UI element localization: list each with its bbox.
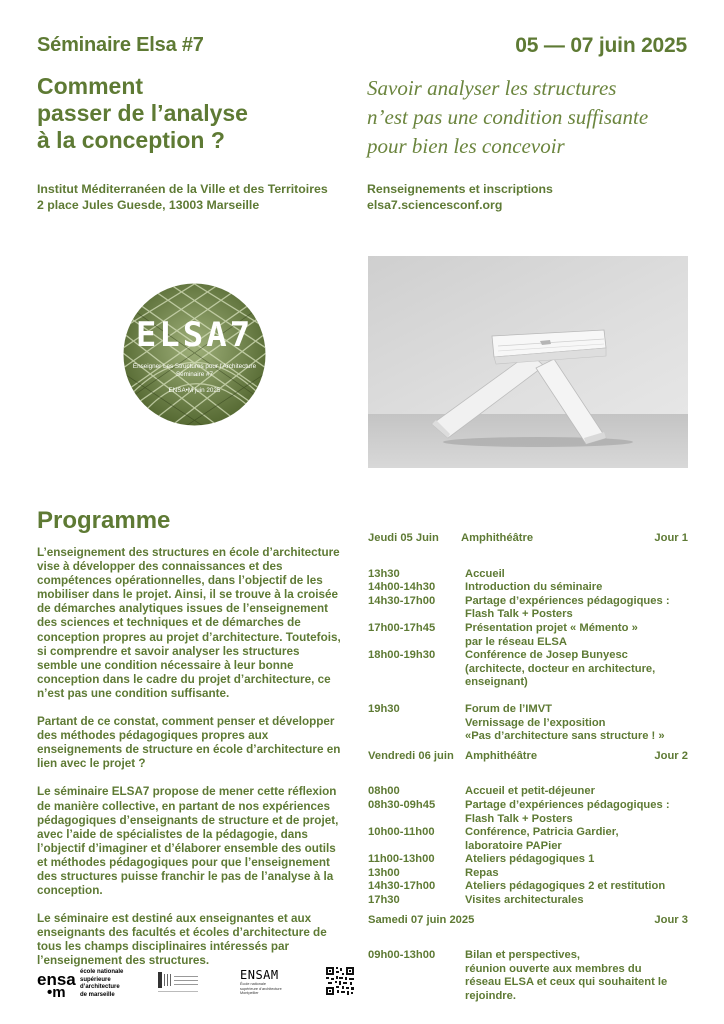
day-label: Jour 1 xyxy=(654,532,688,544)
ensam-logo-line: de marseille xyxy=(80,991,115,998)
intro-paragraph: L’enseignement des structures en école d’architecture vise à développer des connaissances et des compétences opérationnelles, dans l’objectif de les mobiliser dans le projet. Ainsi, il se trouve à la croisée de démarches analytiques issues de l’enseignement des sciences et techniques et de démarches de conception propres au projet d’architecture. Toutefois, si comprendre et savoir analyser les structures semble une condition nécessaire à leur bonne conception dans le cadre du projet d’architecture, ce n’est pas une condition suffisante. xyxy=(37,546,341,700)
ensam-logo-line: école nationale xyxy=(80,969,124,975)
schedule-time: 14h00-14h30 xyxy=(368,581,436,594)
badge-title: ELSA7 xyxy=(135,315,254,355)
schedule-time: 17h00-17h45 xyxy=(368,621,436,634)
day-block xyxy=(368,914,688,1004)
qr-code[interactable] xyxy=(326,967,354,995)
schedule-row xyxy=(368,568,688,582)
schedule-description: Accueil xyxy=(465,567,505,580)
main-title-line: passer de l’analyse xyxy=(37,100,248,126)
tagline-line: pour bien les concevoir xyxy=(367,134,565,158)
structure-photo xyxy=(368,256,688,468)
schedule-row xyxy=(368,785,688,799)
schedule-row xyxy=(368,595,688,622)
day-block xyxy=(368,532,688,744)
schedule-description: Conférence, Patricia Gardier, laboratoire PAPier xyxy=(465,826,619,852)
schedule-description: Forum de l’IMVT Vernissage de l’exposition «Pas d’architecture sans structure ! » xyxy=(465,702,665,743)
intro-paragraph: Le séminaire ELSA7 propose de mener cette réflexion de manière collective, en partant de nos expériences pédagogiques d’enseignants de structure et de projet, avec l’aide de spécialistes de la pédagogie, dans l’objectif d’imaginer et d’élaborer ensemble des outils et méthodes pédagogiques pour que l’enseignement des structures puisse franchir le pas de l’analyse à la conception. xyxy=(37,785,339,898)
ensam-montpellier-line: supérieure d’architecture xyxy=(240,986,282,991)
schedule-time: 10h00-11h00 xyxy=(368,826,435,839)
schedule-time: 08h00 xyxy=(368,785,400,798)
ensam-montpellier-line: École nationale xyxy=(240,982,266,986)
ensam-montpellier-logo xyxy=(240,968,300,998)
schedule-time: 11h00-13h00 xyxy=(368,853,435,866)
schedule-description: Ateliers pédagogiques 2 et restitution xyxy=(465,880,666,893)
schedule-time xyxy=(368,690,465,703)
venue-address xyxy=(37,181,328,213)
day-date-place xyxy=(368,914,474,928)
schedule-description: Repas xyxy=(465,866,499,879)
schedule-row xyxy=(368,949,688,1003)
schedule-row xyxy=(368,894,688,908)
day-date-place xyxy=(368,532,533,546)
schedule-time: 18h00-19h30 xyxy=(368,649,436,662)
badge-footer: ENSA•M juin 2025 xyxy=(168,387,221,394)
registration-link[interactable]: elsa7.sciencesconf.org xyxy=(367,198,503,212)
day-date: Vendredi 06 juin xyxy=(368,749,454,762)
schedule-description: Visites architecturales xyxy=(465,894,584,907)
venue-name: Institut Méditerranéen de la Ville et des Territoires xyxy=(37,182,328,196)
schedule-description: Présentation projet « Mémento » par le réseau ELSA xyxy=(465,621,638,648)
schedule-row xyxy=(368,649,688,690)
day-date-place xyxy=(368,750,537,764)
tagline-line: n’est pas une condition suffisante xyxy=(367,105,649,129)
schedule-description: Introduction du séminaire xyxy=(465,581,603,594)
ensam-montpellier-sub xyxy=(240,982,300,996)
schedule-row xyxy=(368,880,688,894)
main-title-line: à la conception ? xyxy=(37,127,225,153)
intro-paragraph: Le séminaire est destiné aux enseignantes et aux enseignants des facultés et écoles d’architecture de tous les champs disciplinaires intéressés par l’enseignement des structures. xyxy=(37,912,327,968)
ensam-logo-fulltext xyxy=(80,969,123,999)
day-label: Jour 2 xyxy=(654,749,688,762)
day-date: Jeudi 05 Juin xyxy=(368,532,439,544)
day-venue: Amphithéâtre xyxy=(465,749,538,762)
schedule-description: Conférence de Josep Bunyesc (architecte, docteur en architecture, enseignant) xyxy=(465,649,656,689)
day-header xyxy=(368,750,688,764)
schedule-description: Partage d’expériences pédagogiques : Flash Talk + Posters xyxy=(465,594,670,621)
schedule-row xyxy=(368,690,688,703)
ensam-logo-mark: ensa xyxy=(37,970,76,989)
registration-info xyxy=(367,181,553,213)
day-date: Samedi 07 juin 2025 xyxy=(368,913,475,926)
day-venue: Amphithéâtre xyxy=(461,532,534,544)
main-title xyxy=(37,73,248,154)
ministry-logo xyxy=(158,972,200,994)
venue-street: 2 place Jules Guesde, 13003 Marseille xyxy=(37,198,260,212)
schedule-row xyxy=(368,826,688,853)
programme-heading: Programme xyxy=(37,507,171,534)
schedule-time: 13h00 xyxy=(368,866,400,879)
schedule-row xyxy=(368,853,688,867)
main-title-line: Comment xyxy=(37,73,144,99)
schedule-time: 08h30-09h45 xyxy=(368,798,436,811)
registration-label: Renseignements et inscriptions xyxy=(367,182,553,196)
badge-subtitle-line: Séminaire #7 xyxy=(175,371,214,378)
tagline-line: Savoir analyser les structures xyxy=(367,76,617,100)
ensam-logo-line: supérieure xyxy=(80,976,111,983)
schedule-row xyxy=(368,703,688,744)
schedule-time: 17h30 xyxy=(368,894,400,907)
intro-text xyxy=(37,546,342,983)
schedule-row xyxy=(368,867,688,881)
schedule-row xyxy=(368,622,688,649)
schedule-time: 14h30-17h00 xyxy=(368,880,436,893)
schedule-time: 09h00-13h00 xyxy=(368,949,436,962)
ensam-montpellier-mark: ENSAM xyxy=(240,968,279,982)
ensam-logo-m: •m xyxy=(47,984,66,1001)
schedule xyxy=(368,532,688,1004)
day-header xyxy=(368,532,688,546)
badge-subtitle-line: Enseigner Les Structures pour l’Architecture xyxy=(132,363,257,370)
schedule-row xyxy=(368,799,688,826)
schedule-description: Accueil et petit-déjeuner xyxy=(465,785,595,798)
schedule-description: Bilan et perspectives, réunion ouverte aux membres du réseau ELSA et ceux qui souhaitent le rejoindre. xyxy=(465,949,668,1003)
schedule-time: 14h30-17h00 xyxy=(368,594,436,607)
intro-paragraph: Partant de ce constat, comment penser et développer des méthodes pédagogiques propres aux enseignements de structure en école d’architecture en lien avec le projet ? xyxy=(37,715,341,771)
schedule-time: 19h30 xyxy=(368,702,400,715)
event-dates: 05 — 07 juin 2025 xyxy=(515,34,687,57)
ensam-marseille-logo xyxy=(37,968,157,1002)
elsa7-badge xyxy=(123,283,266,426)
day-block xyxy=(368,750,688,908)
tagline xyxy=(367,74,648,161)
ensam-montpellier-line: Montpellier xyxy=(240,991,259,996)
schedule-description: Ateliers pédagogiques 1 xyxy=(465,853,595,866)
day-label: Jour 3 xyxy=(654,913,688,926)
badge-subtitle xyxy=(123,363,266,379)
seminar-title: Séminaire Elsa #7 xyxy=(37,34,204,56)
ensam-logo-line: d’architecture xyxy=(80,984,120,990)
schedule-description: Partage d’expériences pédagogiques : Flash Talk + Posters xyxy=(465,798,670,825)
schedule-description xyxy=(465,690,688,703)
schedule-time: 13h30 xyxy=(368,567,400,580)
day-header xyxy=(368,914,688,928)
schedule-row xyxy=(368,581,688,595)
